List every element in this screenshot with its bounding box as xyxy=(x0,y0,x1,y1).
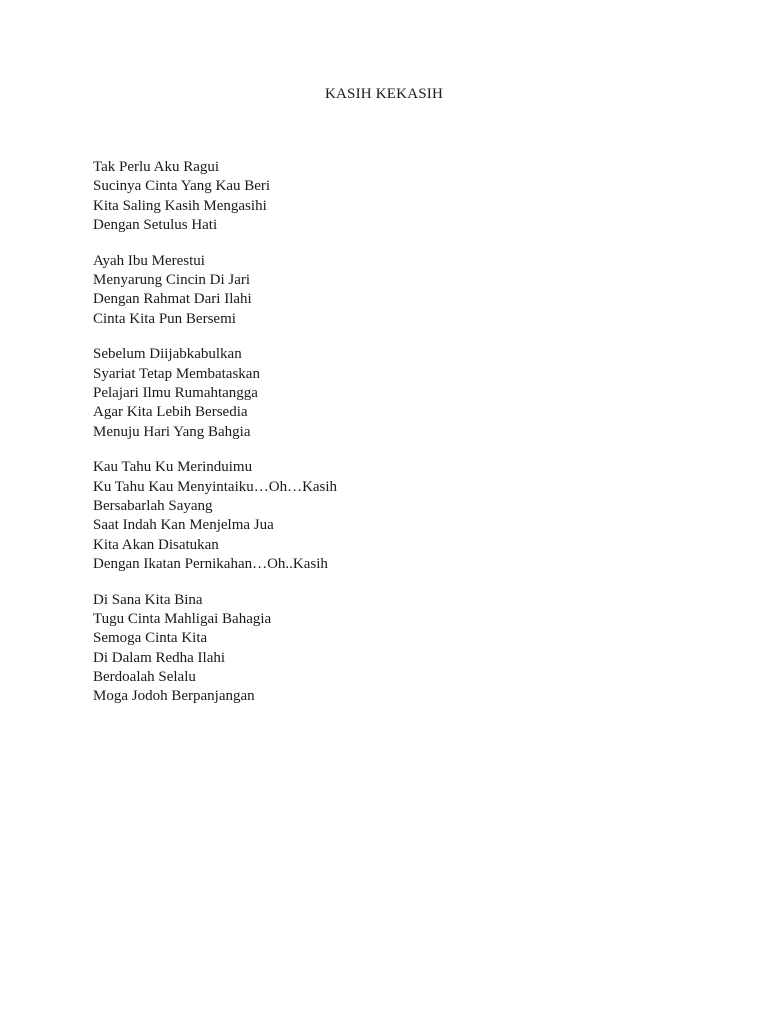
lyric-line: Bersabarlah Sayang xyxy=(93,497,213,514)
lyric-line: Saat Indah Kan Menjelma Jua xyxy=(93,517,274,534)
lyric-line: Dengan Ikatan Pernikahan…Oh..Kasih xyxy=(93,555,328,572)
lyric-line: Menuju Hari Yang Bahgia xyxy=(93,423,251,440)
lyric-line: Moga Jodoh Berpanjangan xyxy=(93,688,255,705)
lyric-line: Pelajari Ilmu Rumahtangga xyxy=(93,384,258,401)
lyric-line: Ku Tahu Kau Menyintaiku…Oh…Kasih xyxy=(93,478,338,495)
lyric-line: Sucinya Cinta Yang Kau Beri xyxy=(93,178,271,195)
lyric-line: Sebelum Diijabkabulkan xyxy=(93,346,242,363)
stanza-4 xyxy=(93,458,693,574)
lyric-line: Kita Saling Kasih Mengasihi xyxy=(93,197,267,214)
lyric-line: Berdoalah Selalu xyxy=(93,668,196,685)
lyric-line: Cinta Kita Pun Bersemi xyxy=(93,310,236,327)
document-title: KASIH KEKASIH xyxy=(324,86,443,102)
lyric-line: Di Dalam Redha Ilahi xyxy=(93,649,226,666)
lyric-line: Syariat Tetap Membataskan xyxy=(93,365,260,382)
stanza-1 xyxy=(93,158,693,235)
lyric-line: Menyarung Cincin Di Jari xyxy=(93,271,251,288)
lyric-line: Dengan Rahmat Dari Ilahi xyxy=(93,291,252,308)
lyric-line: Ayah Ibu Merestui xyxy=(93,252,205,269)
lyric-line: Dengan Setulus Hati xyxy=(93,216,218,233)
lyric-line: Semoga Cinta Kita xyxy=(93,630,208,647)
stanza-2 xyxy=(93,252,693,329)
lyric-line: Kau Tahu Ku Merinduimu xyxy=(93,459,253,476)
lyric-line: Di Sana Kita Bina xyxy=(93,591,203,608)
lyric-line: Agar Kita Lebih Bersedia xyxy=(93,404,248,421)
lyric-line: Kita Akan Disatukan xyxy=(93,536,219,553)
lyric-line: Tak Perlu Aku Ragui xyxy=(93,159,220,175)
stanza-5 xyxy=(93,591,693,707)
lyrics-body xyxy=(93,158,693,723)
stanza-3 xyxy=(93,345,693,441)
lyric-line: Tugu Cinta Mahligai Bahagia xyxy=(93,610,272,627)
